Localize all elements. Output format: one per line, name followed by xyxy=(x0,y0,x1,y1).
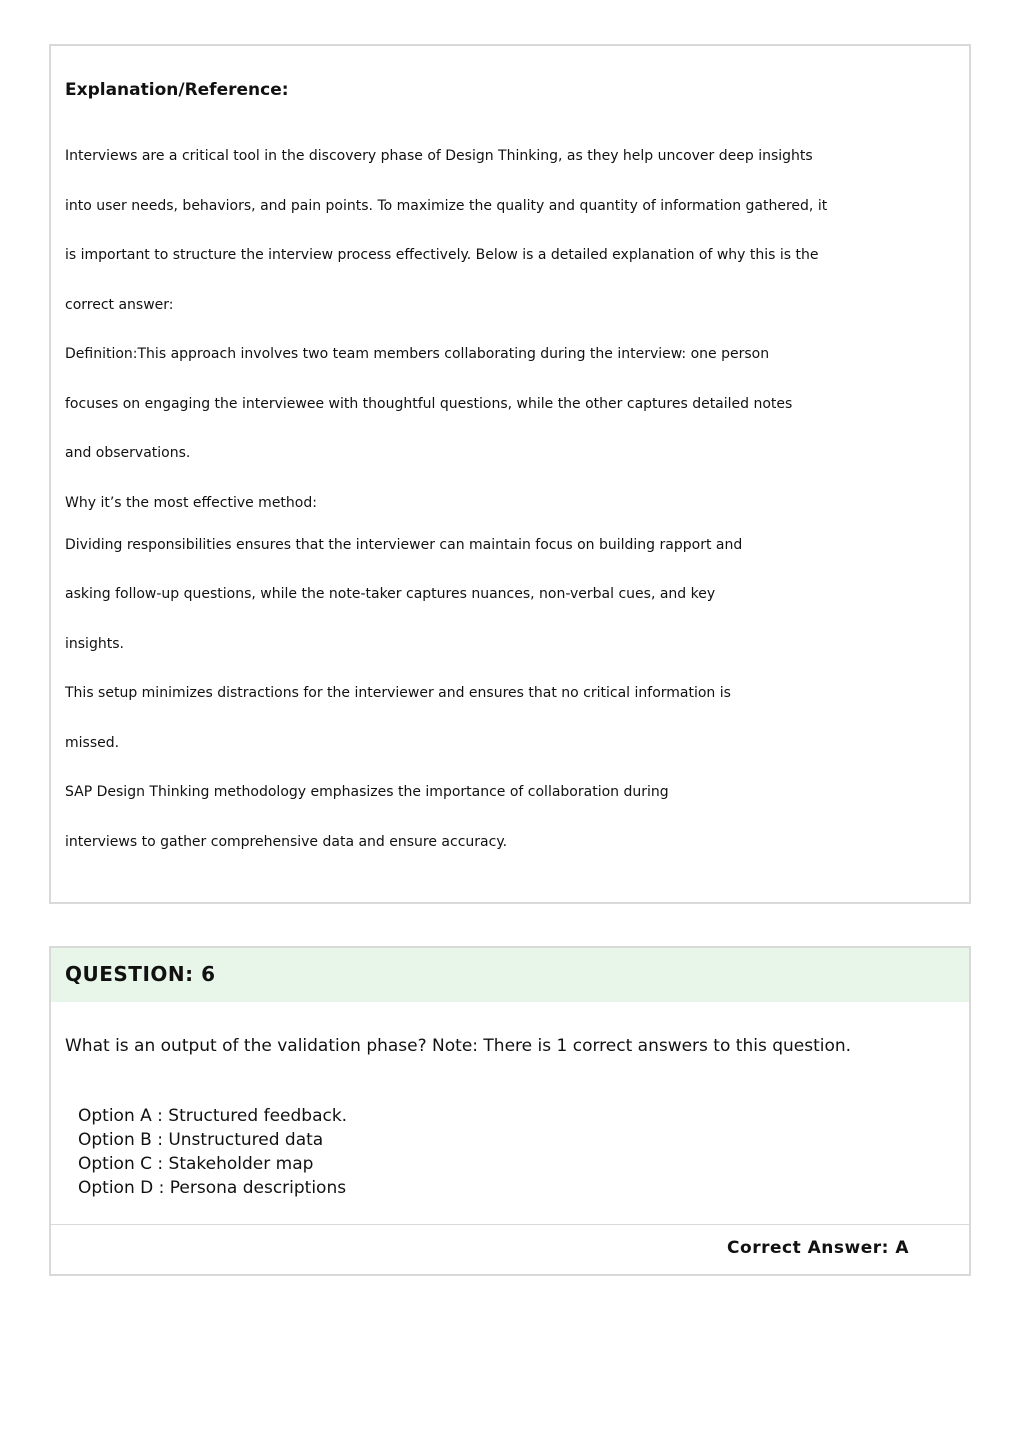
question-text: What is an output of the validation phase? Note: There is 1 correct answers to this question. xyxy=(65,1036,852,1056)
explanation-line: and observations. xyxy=(65,445,191,461)
explanation-line: Interviews are a critical tool in the discovery phase of Design Thinking, as they help uncover deep insights xyxy=(65,148,813,164)
explanation-line: into user needs, behaviors, and pain points. To maximize the quality and quantity of information gathered, it xyxy=(65,198,828,214)
option-c: Option C : Stakeholder map xyxy=(78,1154,314,1174)
explanation-line: correct answer: xyxy=(65,297,174,313)
explanation-line: missed. xyxy=(65,735,120,751)
explanation-line: is important to structure the interview process effectively. Below is a detailed explanation of why this is the xyxy=(65,247,819,263)
option-d: Option D : Persona descriptions xyxy=(78,1178,347,1198)
explanation-line: interviews to gather comprehensive data and ensure accuracy. xyxy=(65,834,508,850)
explanation-line: This setup minimizes distractions for the interviewer and ensures that no critical information is xyxy=(65,685,731,701)
question-header xyxy=(51,948,969,1002)
question-title: QUESTION: 6 xyxy=(65,962,216,986)
correct-answer: Correct Answer: A xyxy=(727,1238,909,1258)
explanation-line: Why it’s the most effective method: xyxy=(65,495,317,511)
explanation-line: asking follow-up questions, while the note-taker captures nuances, non-verbal cues, and key xyxy=(65,586,716,602)
option-b: Option B : Unstructured data xyxy=(78,1130,324,1150)
option-list xyxy=(78,1104,347,1200)
explanation-line: SAP Design Thinking methodology emphasizes the importance of collaboration during xyxy=(65,784,669,800)
question-panel xyxy=(49,946,971,1276)
explanation-heading: Explanation/Reference: xyxy=(65,80,289,100)
explanation-line: Definition:This approach involves two team members collaborating during the interview: one person xyxy=(65,346,770,362)
divider xyxy=(51,1224,969,1225)
explanation-panel xyxy=(49,44,971,904)
explanation-line: insights. xyxy=(65,636,124,652)
option-a: Option A : Structured feedback. xyxy=(78,1106,348,1126)
explanation-line: focuses on engaging the interviewee with thoughtful questions, while the other captures detailed notes xyxy=(65,396,793,412)
explanation-line: Dividing responsibilities ensures that the interviewer can maintain focus on building rapport and xyxy=(65,537,743,553)
